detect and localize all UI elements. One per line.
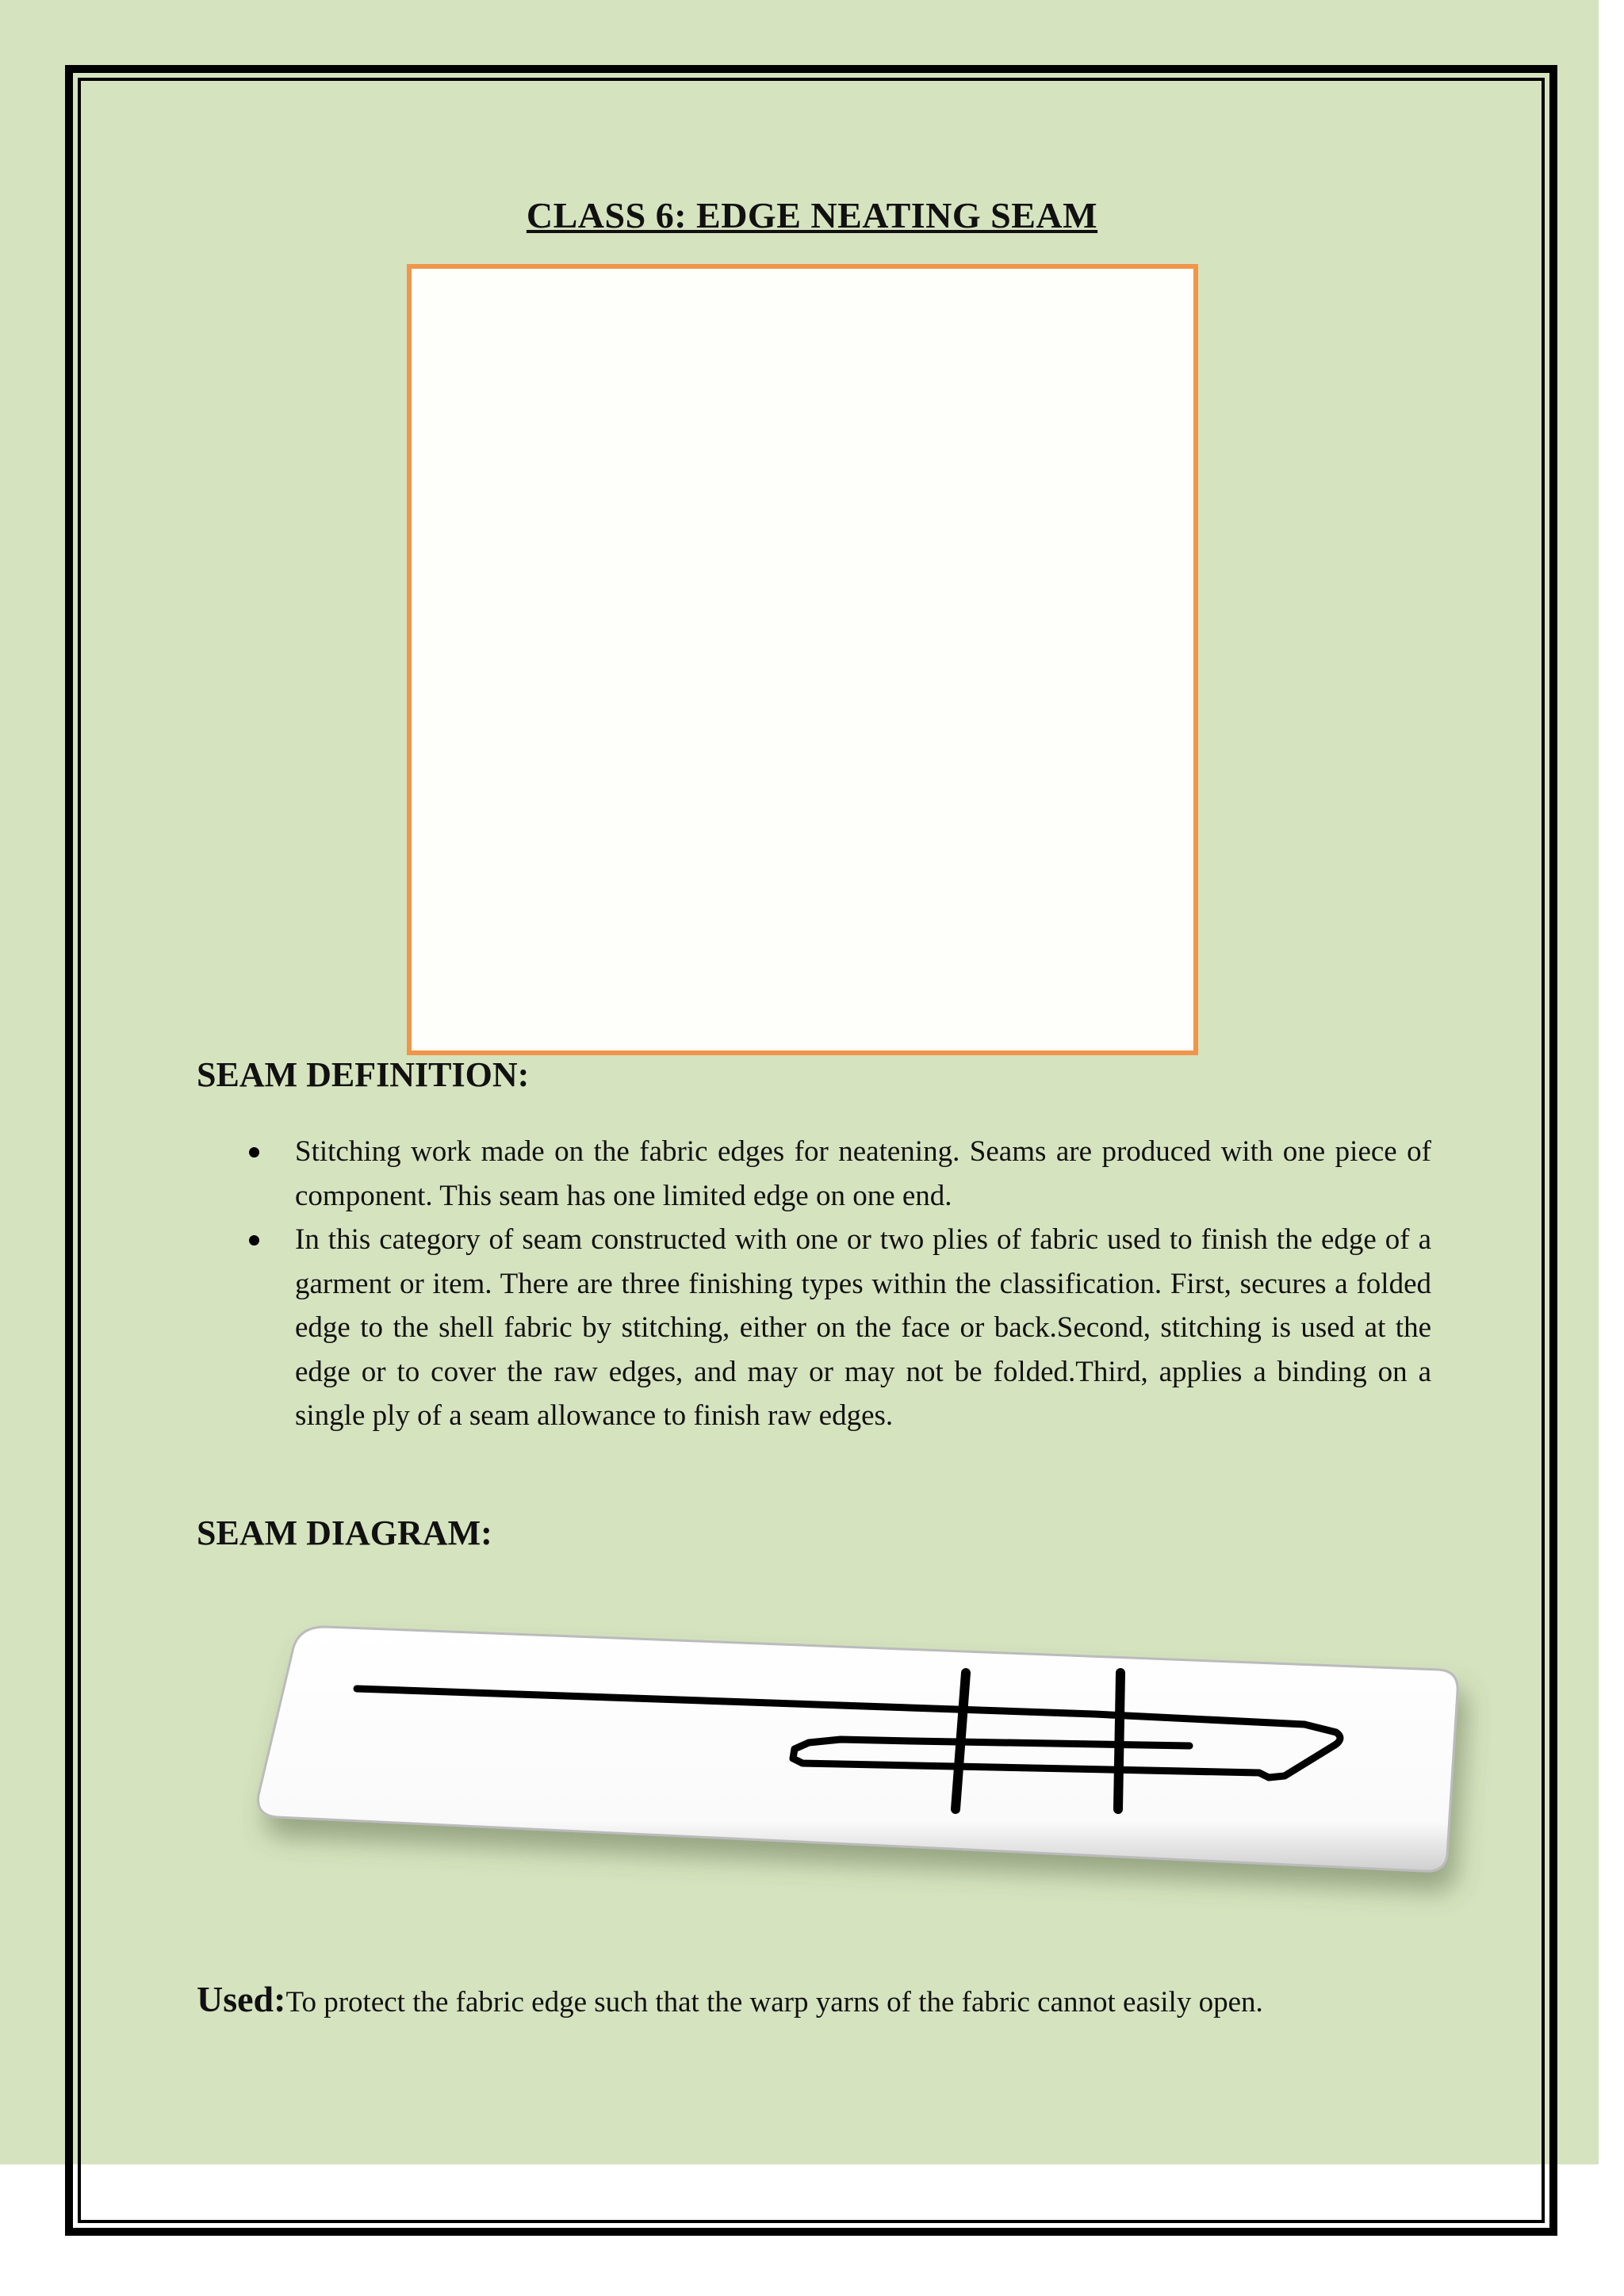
seam-diagram-heading: SEAM DIAGRAM: — [197, 1513, 492, 1552]
definition-list — [238, 1130, 1431, 1438]
seam-diagram — [238, 1594, 1491, 1974]
seam-definition-heading: SEAM DEFINITION: — [197, 1055, 530, 1094]
bullet-icon — [249, 1235, 259, 1246]
used-label: Used: — [197, 1979, 286, 2019]
seam-image-placeholder — [407, 264, 1198, 1055]
used-note — [197, 1978, 1263, 2020]
diagram-slab — [259, 1627, 1458, 1871]
used-text: To protect the fabric edge such that the warp yarns of the fabric cannot easily open. — [285, 1986, 1263, 2019]
definition-bullet — [238, 1130, 1431, 1218]
definition-bullet-text: Stitching work made on the fabric edges for neatening. Seams are produced with one piece of component. This seam has one limited edge on one end. — [295, 1135, 1431, 1212]
stitch-line-2 — [1118, 1673, 1120, 1809]
definition-bullet-text: In this category of seam constructed with one or two plies of fabric used to finish the edge of a garment or item. There are three finishing types within the classification. First, secures a folded edge to the shell fabric by stitching, either on the face or back.Second, stitching is used at the edge or to cover the raw edges, and may or may not be folded.Third, applies a binding on a single ply of a seam allowance to finish raw edges. — [295, 1223, 1431, 1432]
bullet-icon — [249, 1147, 259, 1158]
page-title: CLASS 6: EDGE NEATING SEAM — [526, 195, 1098, 235]
definition-bullet — [238, 1218, 1431, 1438]
